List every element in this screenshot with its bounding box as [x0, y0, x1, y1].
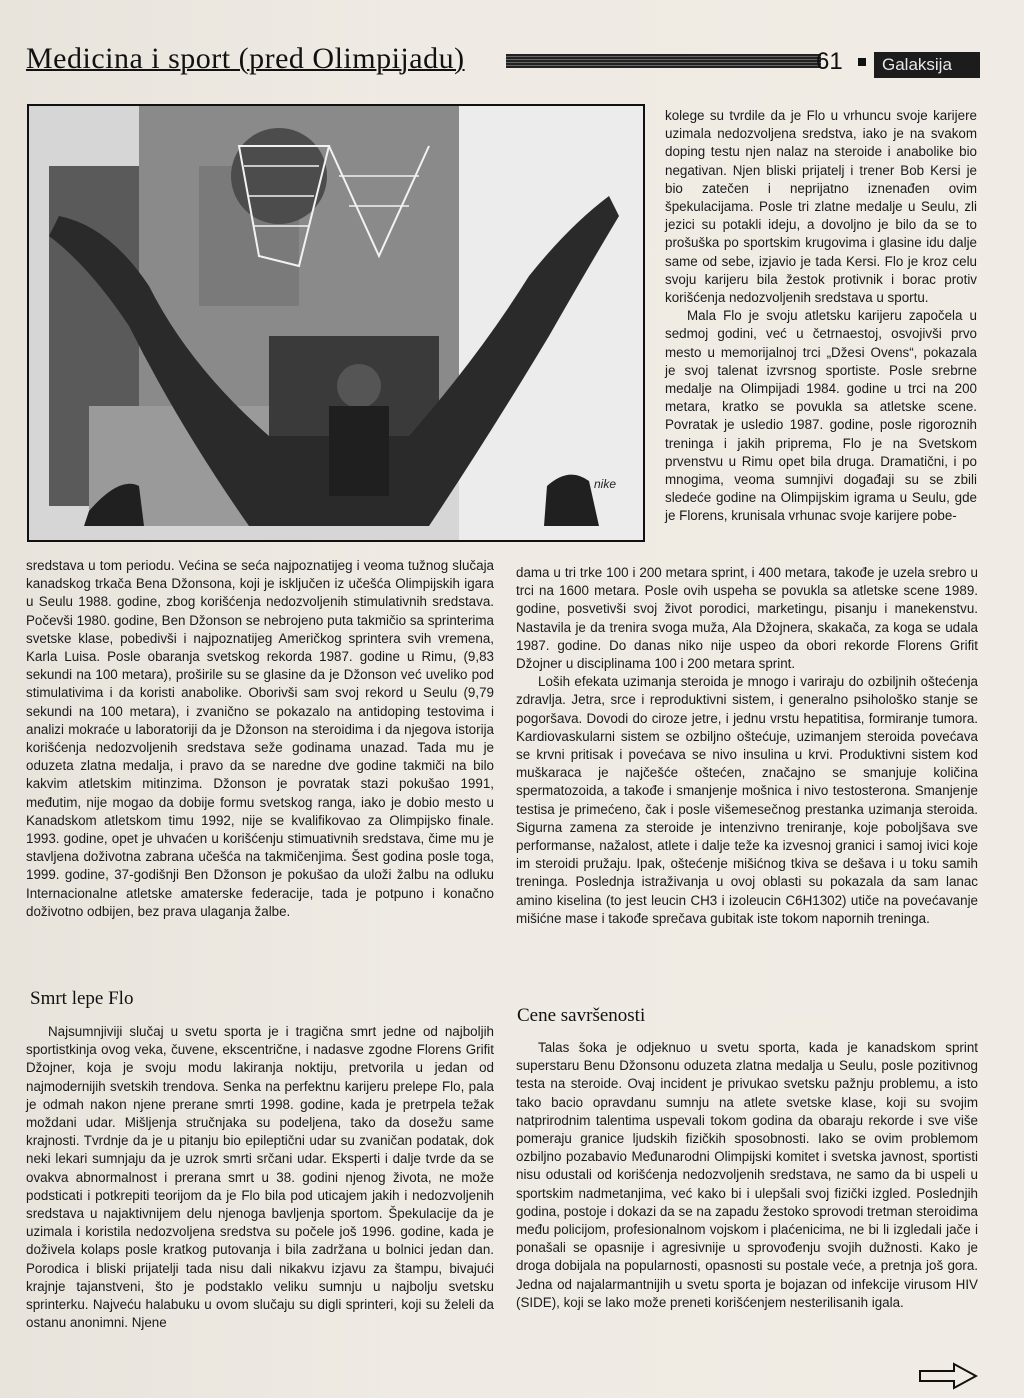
article-column-left-top: [26, 557, 494, 921]
article-column-right-bottom: [516, 1039, 978, 1312]
nike-logo: nike: [594, 477, 617, 491]
paragraph: dama u tri trke 100 i 200 metara sprint, i 400 metara, takođe je uzela srebro u trci na 1600 metara. Posle ovih uspeha se povukla sa atletske scene 1989. godine, posvetivši svoj život porodici, marketingu, pisanju i manekenstvu. Nastavila je da trenira svoga muža, Ala Džojnera, skakača, za koga se udala 1987. godine. Do danas niko nije uspeo da obori rekorde Florens Grifit Džojner u disciplinama 100 i 200 metara sprint.: [516, 565, 978, 672]
paragraph: sredstava u tom periodu. Većina se seća najpoznatijeg i veoma tužnog slučaja kanadskog trkača Bena Džonsona, koji je isključen iz učešća Olimpijskih igara u Seulu 1988. godine, zbog korišćenja nedozvoljenih stimulativnih sredstava. Počevši 1980. godine, Ben Džonson se nebrojeno puta takmičio sa sprinterima svetske klase, pobedivši i najpoznatijeg Američkog sprintera svih vremena, Karla Luisa. Posle obaranja svetskog rekorda 1987. godine u Rimu, (9,83 sekundi na 100 metara), proširile su se glasine da je Džonson već uveliko pod stimulativima i da koristi anabolike. Oborivši sam svoj rekord u Seulu (9,79 sekundi na 100 metara), i zvanično se pokazalo na antidoping testovima i analizi mokraće u laboratoriji da je Džonson na steroidima i da njegova istorija korišćenja nedozvoljenih sredstava seže godinama unazad. Tada mu je oduzeta zlatna medalja, i pravo da se naredne dve godine takmiči na bilo kakvim atletskim mitinzima. Džonson je povratak stazi pokušao 1991, međutim, nije mogao da dobije formu svetskog ranga, iako je dobio mesto u Kanadskom atletskom timu 1992, nije se kvalifikovao za Olimpijsko finale. 1993. godine, opet je uhvaćen u korišćenju stimuativnih sredstava, čime mu je stavljena doživotna zabrana učešća na takmičenjima. Šest godina posle toga, 1999. godine, 37-godišnji Ben Džonson je pokušao da uloži žalbu na odluku Internacionalne atletske amaterske federacije, tada je potpuno i konačno doživotno odbijen, bez prava ulaganja žalbe.: [26, 558, 494, 919]
subheading-cene-savrsenosti: Cene savršenosti: [517, 1005, 646, 1026]
subheading-smrt-lepe-flo: Smrt lepe Flo: [30, 988, 134, 1009]
paragraph: Najsumnjiviji slučaj u svetu sporta je i tragična smrt jedne od najboljih sportistkinja ovog veka, čuvene, ekscentrične, i nadasve zgodne Florens Grifit Džojner, koja je svoju modu lakiranja noktiju, pretvorila u jedan od najmodernijih svetskih trendova. Senka na perfektnu karijeru prelepe Flo, pala je odmah nakon njene prerane smrti 1998. godine, kada je pretrpela težak moždani udar. Mišljenja stručnjaka su podeljena, tako da dosežu same krajnosti. Tvrdnje da je u pitanju bio epileptični udar su zvaničan podatak, dok neki lekari sumnjaju da je uzrok smrti srčani udar. Eksperti i dalje tvrde da se ovakva abnormalnost i prerana smrt u 38. godini njenog života, ne može podsticati i potkrepiti teorijom da je Flo bila pod uticajem jakih i nedozvoljenih sredstava u najaktivnijem delu njenoga bavljenja sportom. Špekulacije da je uzimala i koristila nedozvoljena sredstva su počele još 1996. godine, kada je doživela kolaps posle kratkog putovanja i bila zadržana u bolnici jedan dan. Porodica i bliski prijatelji tada nisu dali nikakvu izjavu za štampu, bivajući krajnje tajanstveni, što je podstaklo veliku sumnju u najbolju svetsku sprinterku. Najveću halabuku u ovom slučaju su digli sprinteri, koji su želeli da ostanu anonimni. Njene: [26, 1024, 494, 1331]
article-column-left-bottom: [26, 1023, 494, 1332]
paragraph: Mala Flo je svoju atletsku karijeru započela u sedmoj godini, već u četrnaestoj, osvojivši prvo mesto u memorijalnoj trci „Džesi Ovens“, pokazala je svoj talenat izvrsnog sportiste. Posle srebrne medalje na Olimpijadi 1984. godine u trci na 200 metara, kratko se povukla sa atletske scene. Povratak je usledio 1987. godine, posle rigoroznih treninga i jakih priprema, Flo je na Svetskom prvenstvu u Rimu opet bila druga. Dramatični, i po mnogima, veoma sumnjivi događaji su se zbili sledeće godine na Olimpijskim igrama u Seulu, gde je Florens, krunisala vrhunac svoje karijere pobe-: [665, 308, 977, 524]
paragraph: Talas šoka je odjeknuo u svetu sporta, kada je kanadskom sprint superstaru Benu Džonsonu oduzeta zlatna medalja u Seulu, posle pozitivnog testa na steroide. Ovaj incident je privukao svetsku pažnju problemu, a isto tako bacio opravdanu sumnju na atlete svetske klase, koji su svojim natprirodnim talentima uspevali tokom godina da obaraju rekorde i sve više pomeraju granice ljudskih fizičkih sposobnosti. Iako se ovim problemom ozbiljno pozabavio Međunarodni Olimpijski komitet i svetska javnost, sportisti nisu odustali od korišćenja nedozvoljenih sredstava, ne samo da bi uspeli u sportskim nadmetanjima, već kako bi i ulepšali svoj fizički izgled. Poslednjih godina, postoje i dokazi da se na zapadu žestoko sprovodi tretman steroidima među policijom, profesionalnom vojskom i plaćenicima, ne bi li izgledali jače i ponašali se opasnije i agresivnije u sprovođenju svojih dužnosti. Kako je droga dobijala na popularnosti, opasnosti su postale veće, a pretnja još gora. Jedna od najalarmantnijih u svetu sporta je bojazan od infekcije virusom HIV (SIDE), koji se lako može preneti korišćenjem nesterilisanih igala.: [516, 1040, 978, 1310]
article-column-right-top: [665, 107, 977, 526]
paragraph: Loših efekata uzimanja steroida je mnogo i variraju do ozbiljnih oštećenja zdravlja. Jetra, srce i reproduktivni sistem, i generalno psihološko stanje se pogoršava. Dovodi do ciroze jetre, i jednu vrstu hepatitisa, formiranje tumora. Kardiovaskularni sistem se ozbiljno oštećuje, uzimanjem steroida povećava se krvni pritisak i povećava se nivo insulina u krvi. Produktivni sistem kod muškaraca je najčešće oštećen, značajno se smanjuje količina spermatozoida, a takođe i smanjenje mošnica i nivo testosterona. Smanjenje testisa je primećeno, čak i posle višemesečnog prestanka uzimanja steroida. Sigurna zamena za steroide je intenzivno treniranje, koje poboljšava sve performanse, nažalost, atlete i dalje teže ka izvesnoj granici i samoj ivici koje im steroidi pružaju. Ipak, oštećenje mišićnog tkiva se dešava i u toku samih treninga. Poslednja istraživanja u ovoj oblasti su pokazala da sam lanac amino kiselina (to jest leucin CH3 i izoleucin C6H1302) utiče na povećavanje mišićne mase i takođe sprečava gubitak iste tokom napornih treninga.: [516, 674, 978, 926]
header-bullet: [858, 58, 866, 66]
magazine-badge: Galaksija: [874, 52, 980, 78]
header-rule: [506, 54, 821, 68]
basketball-collage-photo: [27, 104, 645, 542]
section-title: Medicina i sport (pred Olimpijadu): [26, 42, 465, 75]
article-column-right-mid: [516, 564, 978, 928]
page-header: [26, 42, 981, 82]
photo-illustration: [29, 106, 643, 540]
paragraph: kolege su tvrdile da je Flo u vrhuncu svoje karijere uzimala nedozvoljena sredstva, iako je na svakom doping testu njen nalaz na steroide i anabolike bio negativan. Njen bliski prijatelj i trener Bob Kersi je bio zatečen i neprijatno iznenađen ovim špekulacijama. Posle tri zlatne medalje u Seulu, zli jezici su potakli ideju, a dovoljno je bilo da se to prošuška po sportskim krugovima i glasine idu dalje same od sebe, izjavio je tada Kersi. Flo je kroz celu svoju karijeru bila žestok protivnik i borac protiv korišćenja nedozvoljenih sredstava u sportu.: [665, 108, 977, 306]
page-number: 61: [816, 48, 843, 75]
arrow-right-icon[interactable]: [918, 1362, 978, 1395]
